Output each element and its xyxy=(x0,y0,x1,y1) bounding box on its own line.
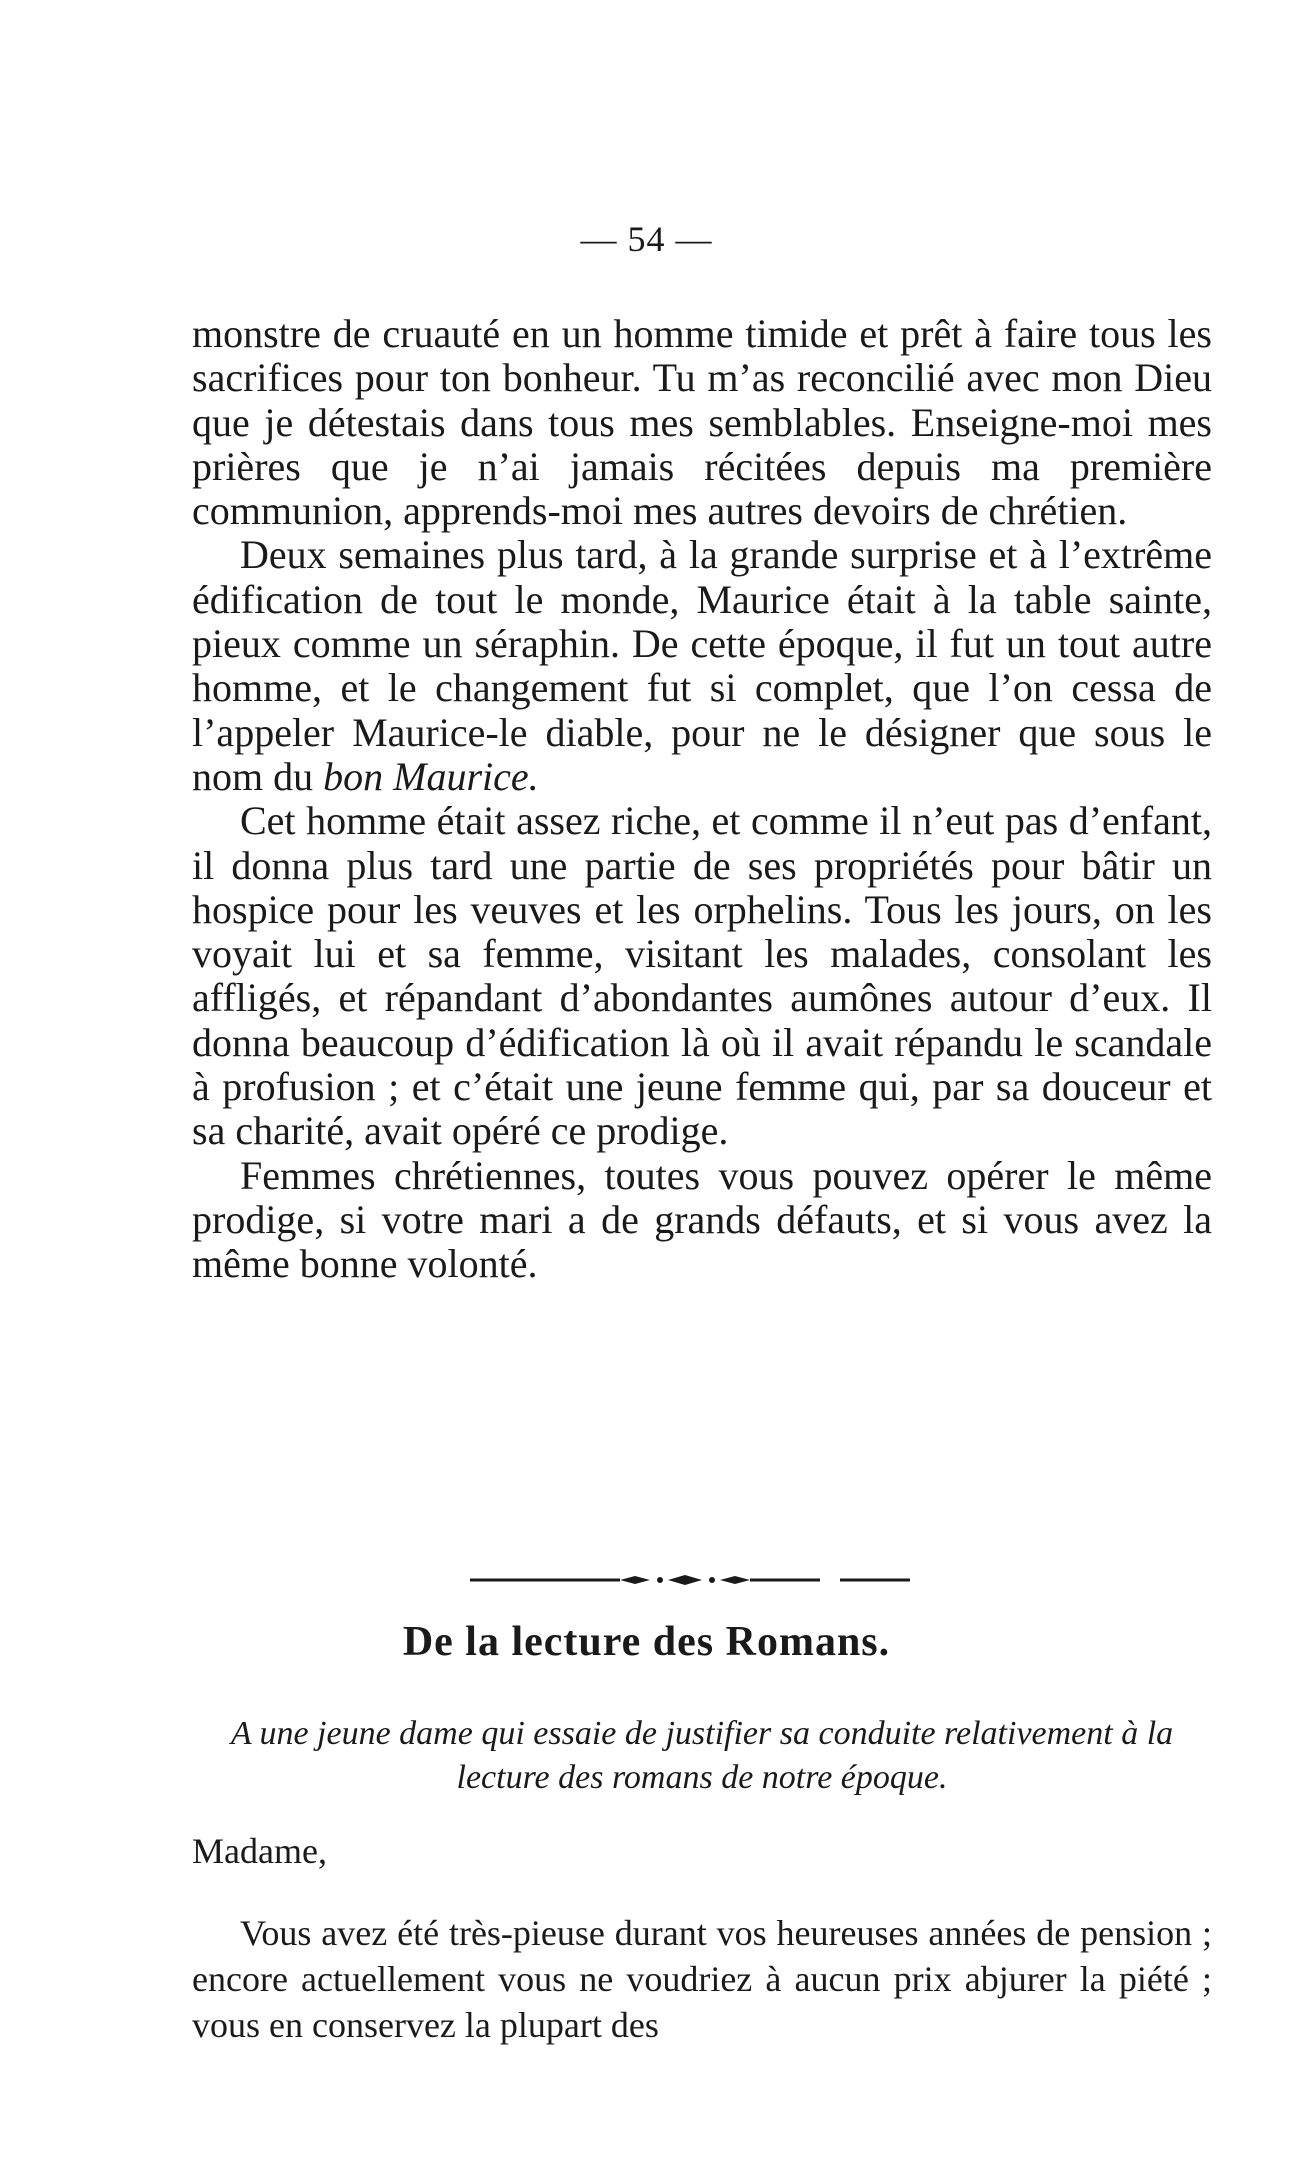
section-divider-ornament xyxy=(470,1570,910,1590)
letter-paragraph: Vous avez été très-pieuse durant vos heureuses années de pension ; encore actuellement vous ne voudriez à aucun prix abjurer la piété ; vous en conservez la plupart des xyxy=(192,1913,1212,2045)
italic-name: bon Maurice. xyxy=(323,753,539,799)
section-title: De la lecture des Romans. xyxy=(402,1619,891,1665)
paragraph-3: Cet homme était assez riche, et comme il n’eut pas d’enfant, il donna plus tard une partie de ses propriétés pour bâtir un hospice pour les veuves et les orphelins. Tous les jours, on les voyait lui et sa femme, visitant les malades, consolant les affligés, et répandant d’abondantes aumônes autour d’eux. Il donna beaucoup d’édification là où il avait répandu le scandale à profusion ; et c’était une jeune femme qui, par sa douceur et sa charité, avait opéré ce prodige. xyxy=(192,798,1212,1154)
body-text xyxy=(192,312,1212,1287)
salutation: Madame, xyxy=(192,1831,327,1871)
letter-text xyxy=(192,1910,1212,2048)
paragraph-2-text: Deux semaines plus tard, à la grande surprise et à l’extrême édification de tout le monde, Maurice était à la table sainte, pieux comme un séraphin. De cette époque, il fut un tout autre homme, et le changement fut si complet, que l’on cessa de l’appeler Maurice-le diable, pour ne le désigner que sous le nom du xyxy=(192,532,1212,799)
paragraph-4: Femmes chrétiennes, toutes vous pouvez opérer le même prodige, si votre mari a de grands défauts, et si vous avez la même bonne volonté. xyxy=(192,1152,1212,1287)
paragraph-1: monstre de cruauté en un homme timide et prêt à faire tous les sacrifices pour ton bonheur. Tu m’as reconcilié avec mon Dieu que je détestais dans tous mes semblables. Enseigne-moi mes prières que je n’ai jamais récitées depuis ma première communion, apprends-moi mes autres devoirs de chrétien. xyxy=(192,311,1212,534)
paragraph-2 xyxy=(192,533,1212,799)
page-number: — 54 — xyxy=(580,219,713,259)
section-subtitle: A une jeune dame qui essaie de justifier sa conduite relativement à la lecture des romans de notre époque. xyxy=(230,1715,1174,1796)
